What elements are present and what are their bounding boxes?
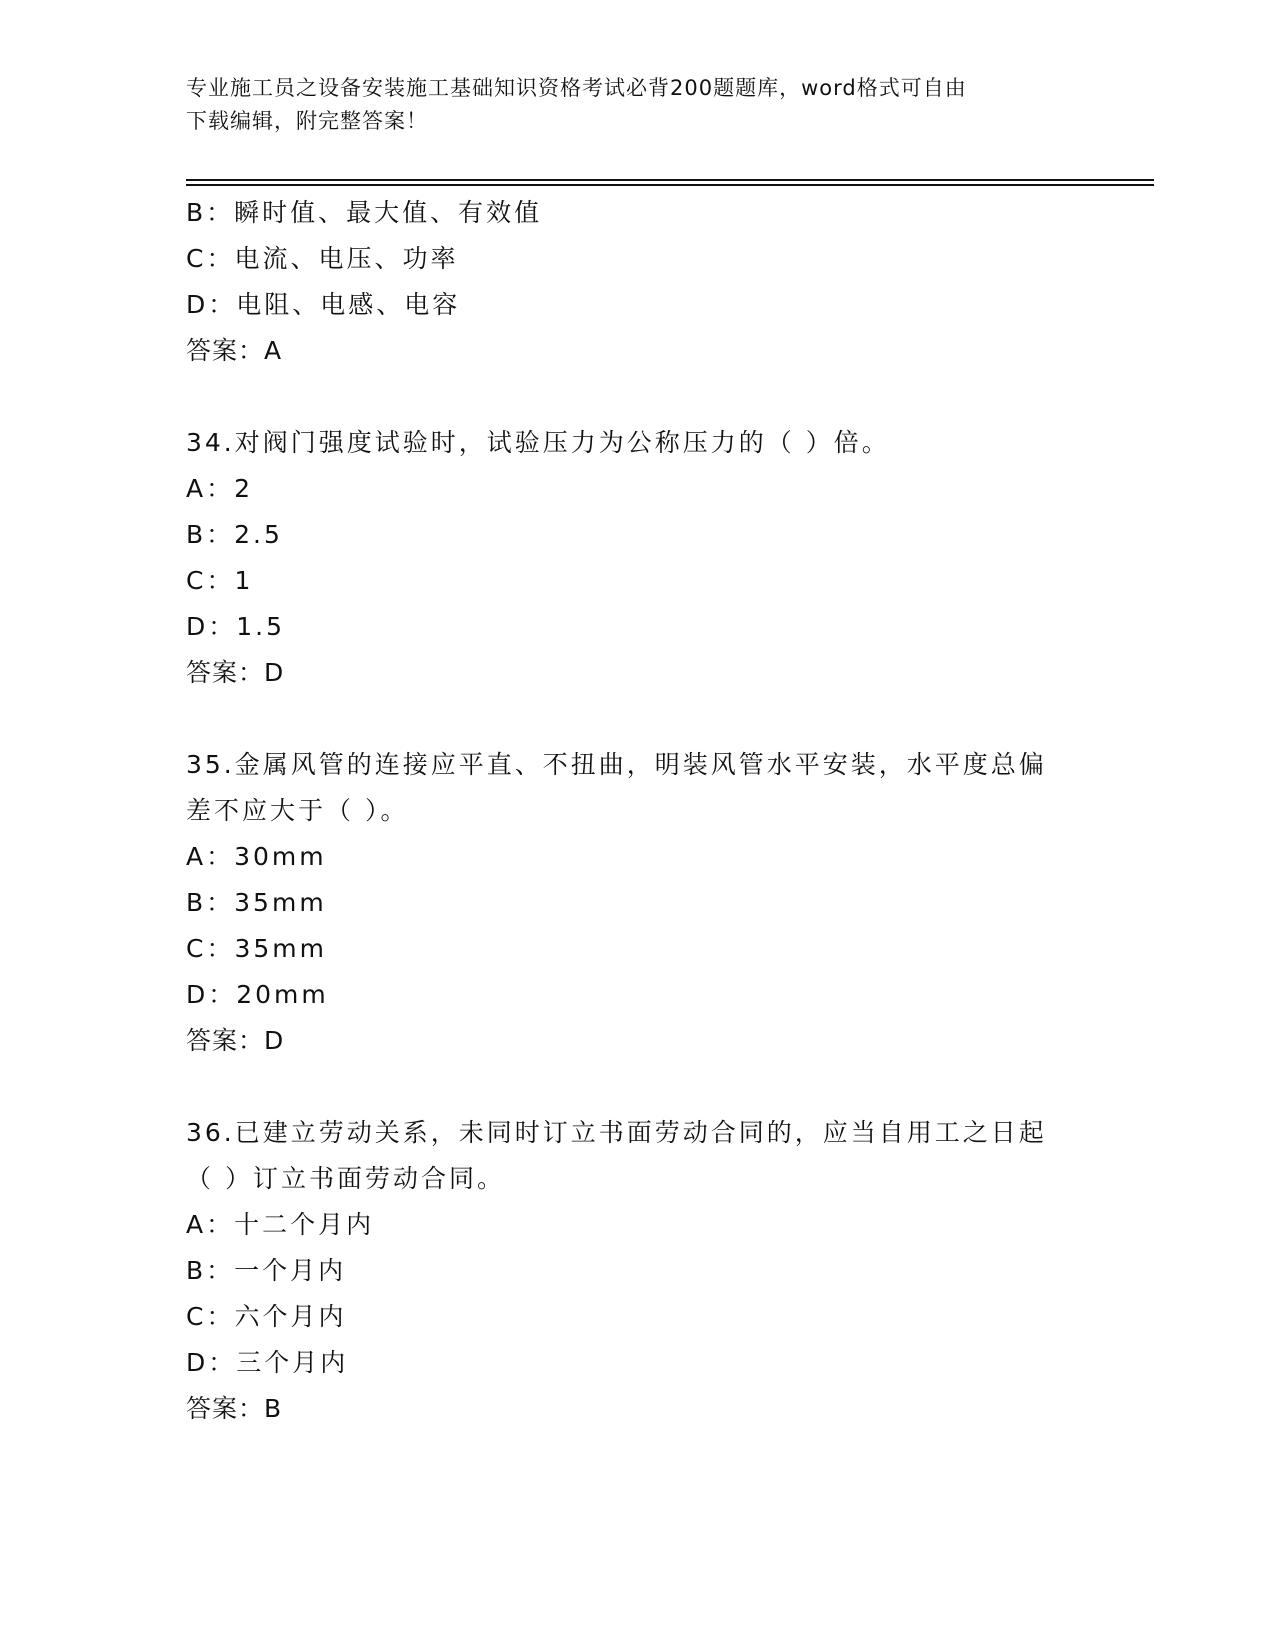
answer-line: 答案：D xyxy=(186,1026,285,1055)
option-c: C：六个月内 xyxy=(186,1302,347,1331)
header-rule-bottom xyxy=(186,184,1154,186)
option-d: D：1.5 xyxy=(186,612,286,641)
answer-line: 答案：B xyxy=(186,1394,283,1423)
option-a: A：十二个月内 xyxy=(186,1210,375,1239)
header-title-line-1: 专业施工员之设备安装施工基础知识资格考试必背200题题库，word格式可自由 xyxy=(186,76,967,100)
question-34 xyxy=(186,420,1086,696)
document-header xyxy=(186,72,1086,138)
question-stem: 36.已建立劳动关系，未同时订立书面劳动合同的，应当自用工之日起 xyxy=(186,1118,1047,1147)
option-b: B：2.5 xyxy=(186,520,283,549)
spacer xyxy=(186,696,1086,742)
question-stem: 34.对阀门强度试验时，试验压力为公称压力的（ ）倍。 xyxy=(186,428,890,457)
option-d: D：20mm xyxy=(186,980,329,1009)
spacer xyxy=(186,1064,1086,1110)
question-stem: 35.金属风管的连接应平直、不扭曲，明装风管水平安装，水平度总偏 xyxy=(186,750,1047,779)
question-stem-continued: （ ）订立书面劳动合同。 xyxy=(186,1164,505,1193)
option-b: B：一个月内 xyxy=(186,1256,347,1285)
option-b: B：瞬时值、最大值、有效值 xyxy=(186,198,543,227)
question-35 xyxy=(186,742,1086,1064)
question-33-partial xyxy=(186,190,1086,374)
answer-line: 答案：A xyxy=(186,336,283,365)
answer-line: 答案：D xyxy=(186,658,285,687)
question-36 xyxy=(186,1110,1086,1432)
option-c: C：35mm xyxy=(186,934,327,963)
question-stem-continued: 差不应大于（ ）。 xyxy=(186,796,409,825)
option-d: D：三个月内 xyxy=(186,1348,349,1377)
option-b: B：35mm xyxy=(186,888,327,917)
question-list xyxy=(186,190,1086,1432)
option-a: A：2 xyxy=(186,474,254,503)
option-a: A：30mm xyxy=(186,842,327,871)
option-c: C：电流、电压、功率 xyxy=(186,244,459,273)
spacer xyxy=(186,374,1086,420)
header-rule-top xyxy=(186,179,1154,181)
option-c: C：1 xyxy=(186,566,254,595)
option-d: D：电阻、电感、电容 xyxy=(186,290,461,319)
header-title-line-2: 下载编辑，附完整答案！ xyxy=(186,109,428,133)
